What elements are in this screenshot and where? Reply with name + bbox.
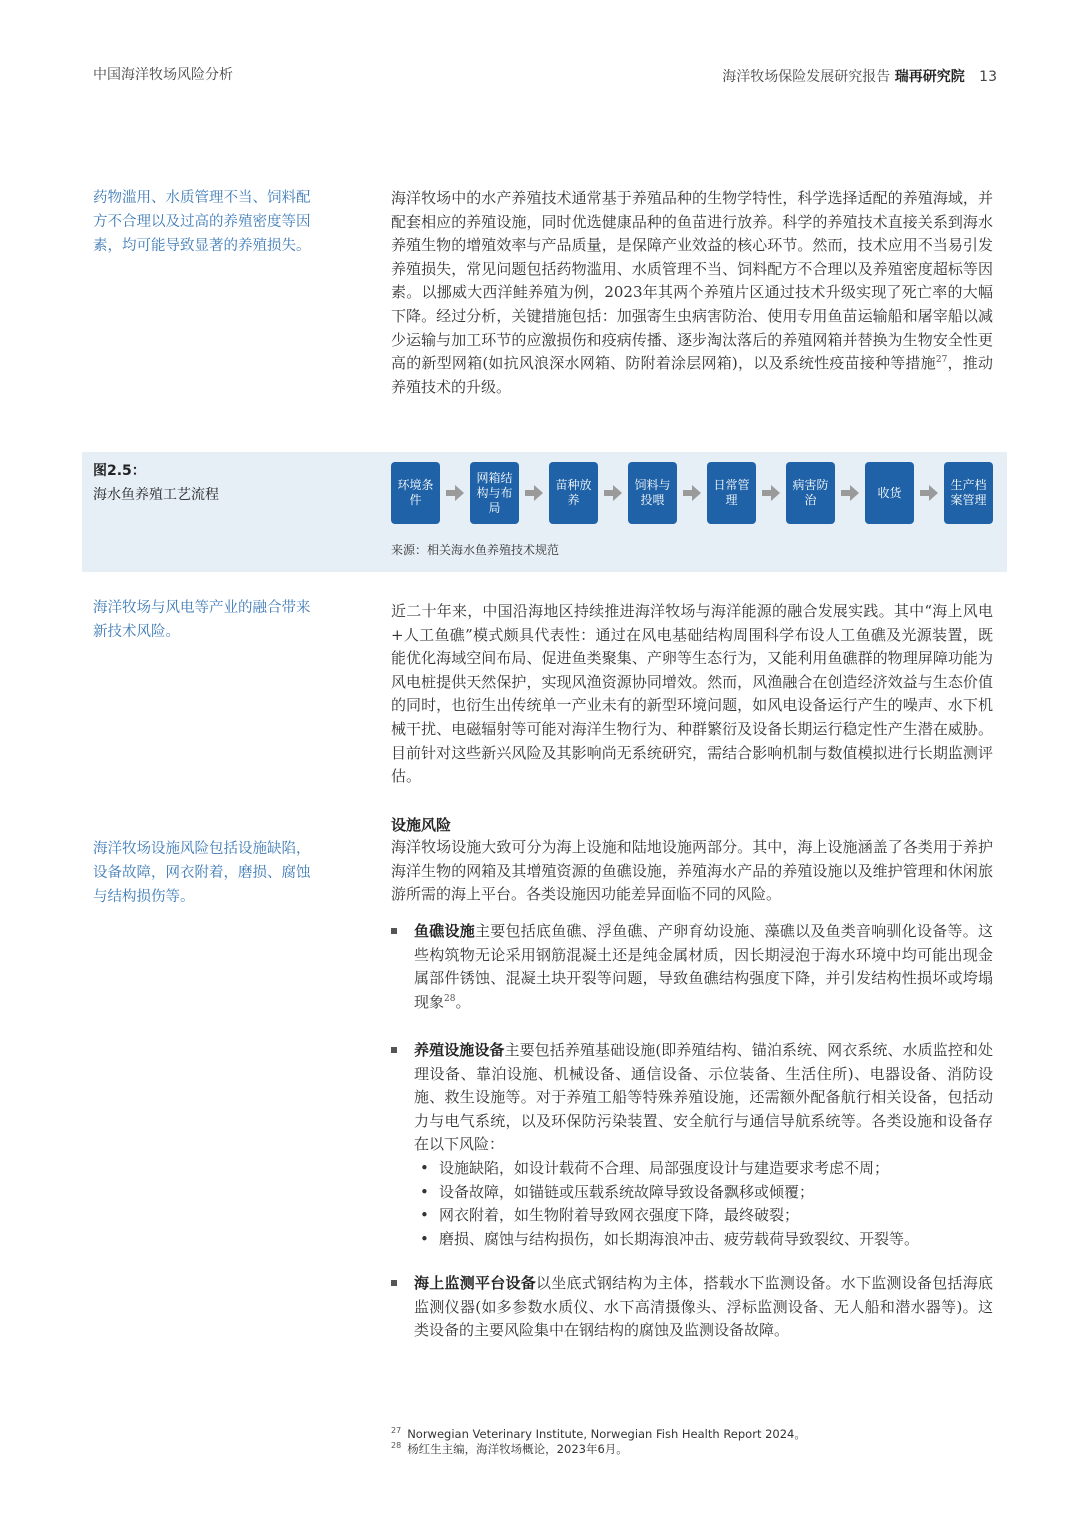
arrow-right-icon [762, 485, 780, 501]
arrow-right-icon [446, 485, 464, 501]
sidenote-training-loss: 药物滥用、水质管理不当、饲料配方不合理以及过高的养殖密度等因素，均可能导致显著的养殖损失。 [93, 190, 311, 254]
arrow-right-icon [604, 485, 622, 501]
list-item: • 网衣附着，如生物附着导致网衣强度下降，最终破裂； [414, 1204, 993, 1228]
flow-step-1: 环境条件 [391, 462, 440, 524]
list-item: • 设施缺陷，如设计载荷不合理、局部强度设计与建造要求考虑不周； [414, 1157, 993, 1181]
institute-name: 瑞再研究院 [894, 69, 965, 85]
flow-step-7: 收货 [865, 462, 914, 524]
risk-list [391, 1157, 993, 1251]
list-item: • 设备故障，如锚链或压载系统故障导致设备飘移或倾覆； [414, 1181, 993, 1205]
square-bullet-icon [391, 1047, 397, 1053]
paragraph-wind-fishery: 近二十年来，中国沿海地区持续推进海洋牧场与海洋能源的融合发展实践。其中“海上风电+人工鱼礁”模式颇具代表性：通过在风电基础结构周围科学布设人工鱼礁及光源装置，既能优化海域空间布局、促进鱼类聚集、产卵等生态行为，又能利用鱼礁群的物理屏障功能为风电桩提供天然保护，实现风渔资源协同增效。然而，风渔融合在创造经济效益与生态价值的同时，也衍生出传统单一产业未有的新型环境问题，如风电设备运行产生的噪声、水下机械干扰、电磁辐射等可能对海洋生物行为、种群繁衍及设备长期运行稳定性产生潜在威胁。目前针对这些新兴风险及其影响尚无系统研究，需结合影响机制与数值模拟进行长期监测评估。 [391, 602, 993, 786]
flow-step-6: 病害防治 [786, 462, 835, 524]
arrow-right-icon [920, 485, 938, 501]
sidenote-facility-risk: 海洋牧场设施风险包括设施缺陷，设备故障，网衣附着，磨损、腐蚀与结构损伤等。 [93, 841, 311, 905]
arrow-right-icon [525, 485, 543, 501]
flow-step-8: 生产档案管理 [944, 462, 993, 524]
running-header-left: 中国海洋牧场风险分析 [93, 67, 233, 83]
section-intro: 海洋牧场设施大致可分为海上设施和陆地设施两部分。其中，海上设施涵盖了各类用于养护海洋生物的网箱及其增殖资源的鱼礁设施，养殖海水产品的养殖设施以及维护管理和休闲旅游所需的海上平台。各类设施因功能差异面临不同的风险。 [391, 838, 993, 904]
figure-number: 图2.5： [93, 463, 146, 479]
running-header-right [722, 66, 997, 86]
footnotes [391, 1427, 806, 1457]
footnote-28: $^{28}$ 杨红生主编，海洋牧场概论，2023年6月。 [391, 1441, 628, 1456]
footnote-ref-27[interactable]: 27 [935, 355, 948, 366]
sidenote-wind-integration: 海洋牧场与风电等产业的融合带来新技术风险。 [93, 600, 311, 640]
report-title: 海洋牧场保险发展研究报告 [722, 69, 891, 85]
figure-source: 来源：相关海水鱼养殖技术规范 [391, 543, 560, 557]
footnote-ref-28[interactable]: 28 [444, 993, 456, 1004]
bullet-heading: 养殖设施设备 [414, 1041, 505, 1059]
arrow-right-icon [683, 485, 701, 501]
list-item: • 磨损、腐蚀与结构损伤，如长期海浪冲击、疲劳载荷导致裂纹、开裂等。 [414, 1228, 993, 1252]
bullet-reef-facilities: 鱼礁设施主要包括底鱼礁、浮鱼礁、产卵育幼设施、藻礁以及鱼类音响驯化设备等。这些构筑物无论采用钢筋混凝土还是纯金属材质，因长期浸泡于海水环境中均可能出现金属部件锈蚀、混凝土块开裂等问题，导致鱼礁结构强度下降，并引发结构性损坏或垮塌现象$^{28}$。 [391, 920, 993, 1014]
bullet-heading: 海上监测平台设备 [414, 1274, 536, 1292]
process-flow [391, 462, 996, 524]
footnote-27: $^{27}$ Norwegian Veterinary Institute, Norwegian Fish Health Report 2024。 [391, 1426, 806, 1441]
bullet-monitoring-platform: 海上监测平台设备以坐底式钢结构为主体，搭载水下监测设备。水下监测设备包括海底监测仪器(如多参数水质仪、水下高清摄像头、浮标监测设备、无人船和潜水器等)。这类设备的主要风险集中在钢结构的腐蚀及监测设备故障。 [391, 1272, 993, 1343]
section-heading: 设施风险 [391, 816, 452, 834]
flow-step-4: 饲料与投喂 [628, 462, 677, 524]
flow-step-2: 网箱结构与布局 [470, 462, 519, 524]
figure-caption [93, 459, 219, 507]
figure-title: 海水鱼养殖工艺流程 [93, 487, 219, 503]
flow-step-5: 日常管理 [707, 462, 756, 524]
paragraph-aquaculture-tech: 海洋牧场中的水产养殖技术通常基于养殖品种的生物学特性，科学选择适配的养殖海域，并配套相应的养殖设施，同时优选健康品种的鱼苗进行放养。科学的养殖技术直接关系到海水养殖生物的增殖效率与产品质量，是保障产业效益的核心环节。然而，技术应用不当易引发养殖损失，常见问题包括药物滥用、水质管理不当、饲料配方不合理以及养殖密度超标等因素。以挪威大西洋鲑养殖为例，2023年其两个养殖片区通过技术升级实现了死亡率的大幅下降。经过分析，关键措施包括：加强寄生虫病害防治、使用专用鱼苗运输船和屠宰船以减少运输与加工环节的应激损伤和疫病传播、逐步淘汰落后的养殖网箱并替换为生物安全性更高的新型网箱(如抗风浪深水网箱、防附着涂层网箱)，以及系统性疫苗接种等措施$^{27}$，推动养殖技术的升级。 [391, 189, 993, 396]
bullet-farming-equipment: 养殖设施设备主要包括养殖基础设施(即养殖结构、锚泊系统、网衣系统、水质监控和处理设备、靠泊设施、机械设备、通信设备、示位装备、生活住所)、电器设备、消防设施、救生设施等。对于养殖工船等特殊养殖设施，还需额外配备航行相关设备，包括动力与电气系统，以及环保防污染装置、安全航行与通信导航系统等。各类设施和设备存在以下风险： • 设施缺陷，如设计载荷不合理、局部强度设计与建造要求考虑不周； • 设备故障，如锚链或压载系统故障导致设备飘移或倾覆； • 网衣附着，如生物附着导致网衣强度下降，最终破裂； • 磨损、腐蚀与结构损伤，如长期海浪冲击、疲劳载荷导致裂纹、开裂等。 [391, 1039, 993, 1251]
square-bullet-icon [391, 1280, 397, 1286]
page-number: 13 [979, 69, 997, 85]
bullet-heading: 鱼礁设施 [414, 922, 475, 940]
square-bullet-icon [391, 928, 397, 934]
flow-step-3: 苗种放养 [549, 462, 598, 524]
arrow-right-icon [841, 485, 859, 501]
